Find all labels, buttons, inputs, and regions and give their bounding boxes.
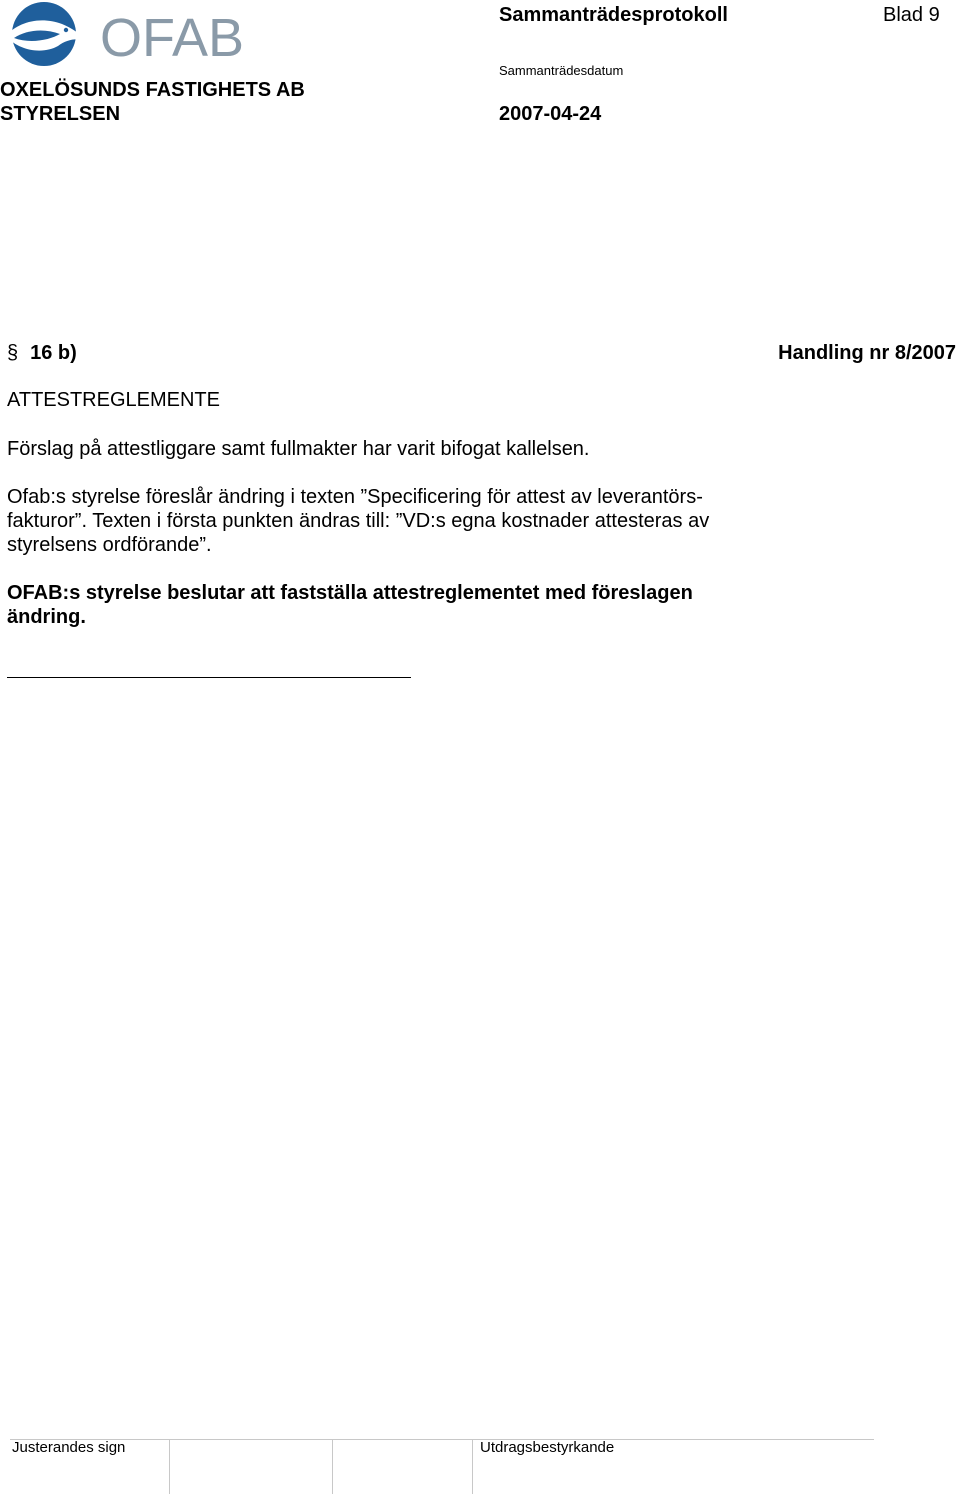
decision-line: ändring. — [7, 606, 86, 628]
decision-line: OFAB:s styrelse beslutar att fastställa attestreglementet med föreslagen — [7, 582, 693, 604]
meeting-date-label: Sammanträdesdatum — [499, 63, 624, 78]
section-heading: ATTESTREGLEMENTE — [7, 389, 220, 411]
proposal-line: styrelsens ordförande”. — [7, 534, 212, 556]
ofab-logo — [0, 0, 250, 68]
footer-column-divider — [332, 1440, 333, 1494]
section-divider — [7, 677, 411, 678]
document-type: Sammanträdesprotokoll — [499, 4, 728, 26]
footer-column-divider — [472, 1440, 473, 1494]
handling-reference: Handling nr 8/2007 — [778, 342, 956, 364]
paragraph-attachments: Förslag på attestliggare samt fullmakter har varit bifogat kallelsen. — [7, 438, 590, 460]
footer-top-line — [10, 1439, 874, 1440]
board-name: STYRELSEN — [0, 103, 121, 125]
adjusters-signature-label: Justerandes sign — [12, 1439, 126, 1456]
paragraph-proposal — [7, 485, 807, 557]
paragraph-decision — [7, 581, 807, 629]
extract-certification-label: Utdragsbestyrkande — [480, 1439, 615, 1456]
sheet-number: Blad 9 — [883, 4, 940, 26]
paragraph-sign: § — [7, 342, 19, 364]
footer-column-divider — [169, 1440, 170, 1494]
logo-wordmark: OFAB — [100, 8, 245, 68]
fish-emblem-icon — [2, 2, 86, 66]
section-number — [7, 342, 77, 365]
signature-footer — [0, 1438, 960, 1494]
meeting-date: 2007-04-24 — [499, 103, 602, 125]
company-name: OXELÖSUNDS FASTIGHETS AB — [0, 79, 305, 101]
proposal-line: Ofab:s styrelse föreslår ändring i texten ”Specificering för attest av leverantörs- — [7, 486, 703, 508]
proposal-line: fakturor”. Texten i första punkten ändras till: ”VD:s egna kostnader attesteras av — [7, 510, 710, 532]
section-number-text: 16 b) — [30, 342, 77, 364]
